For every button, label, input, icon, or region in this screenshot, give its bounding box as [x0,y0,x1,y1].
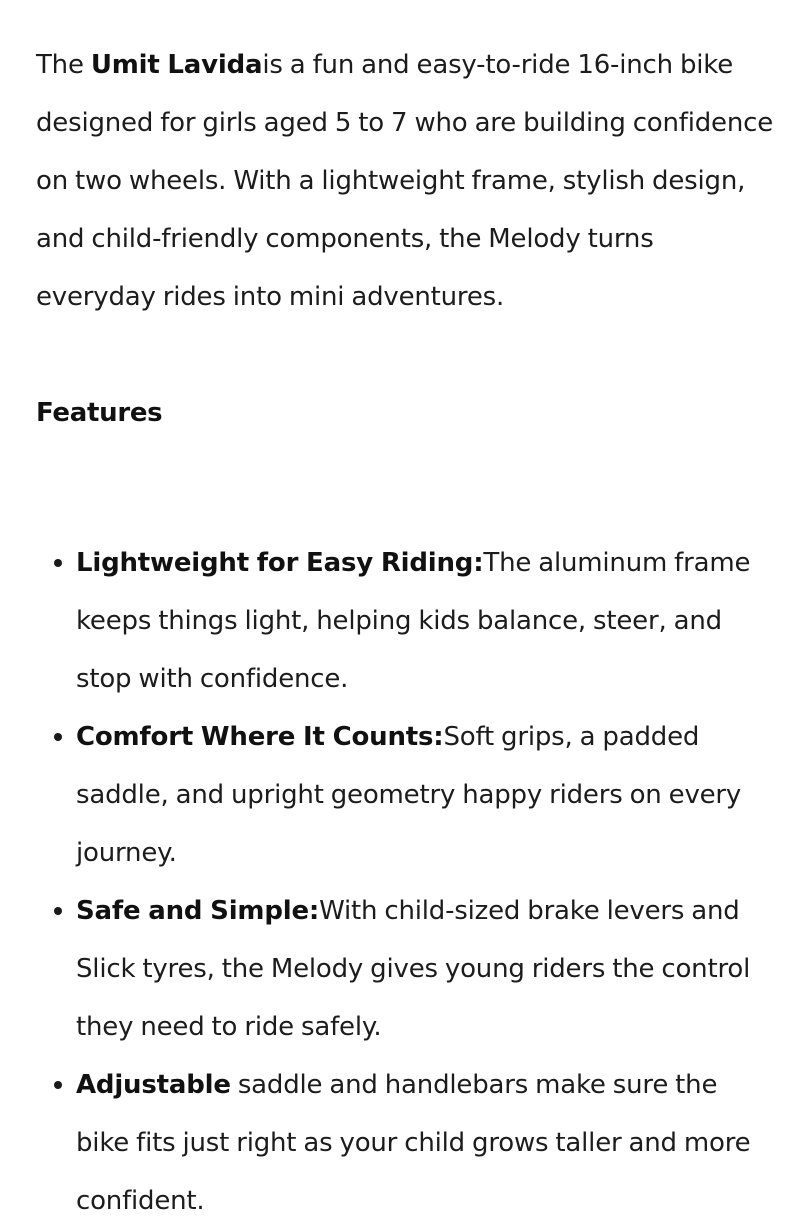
product-name: Umit Lavida [90,50,263,80]
feature-title: Lightweight for Easy Riding: [76,548,484,578]
intro-paragraph [36,36,776,326]
feature-text: With child-sized brake levers and Slick tyres, the Melody gives young riders the control they need to ride safely. [76,896,751,1042]
feature-title: Safe and Simple: [76,896,320,926]
feature-text: The aluminum frame keeps things light, helping kids balance, steer, and stop with confidence. [76,548,751,694]
bullet-icon [54,1081,62,1089]
bullet-icon [54,559,62,567]
feature-item-safe [76,882,776,1056]
features-heading: Features [36,398,163,428]
bullet-icon [54,733,62,741]
feature-item-comfort [76,708,776,882]
intro-text: is a fun and easy-to-ride 16-inch bike designed for girls aged 5 to 7 who are building confidence on two wheels. With a lightweight frame, stylish design, and child-friendly components, the Melody turns everyday rides into mini adventures. [36,50,774,312]
features-list [36,534,776,1230]
bullet-icon [54,907,62,915]
feature-title: Comfort Where It Counts: [76,722,444,752]
intro-prefix: The [36,50,91,80]
feature-item-lightweight [76,534,776,708]
feature-item-adjustable [76,1056,776,1230]
feature-text: Soft grips, a padded saddle, and upright geometry happy riders on every journey. [76,722,742,868]
feature-title: Adjustable [76,1070,231,1100]
feature-text: saddle and handlebars make sure the bike fits just right as your child grows taller and more confident. [76,1070,751,1216]
